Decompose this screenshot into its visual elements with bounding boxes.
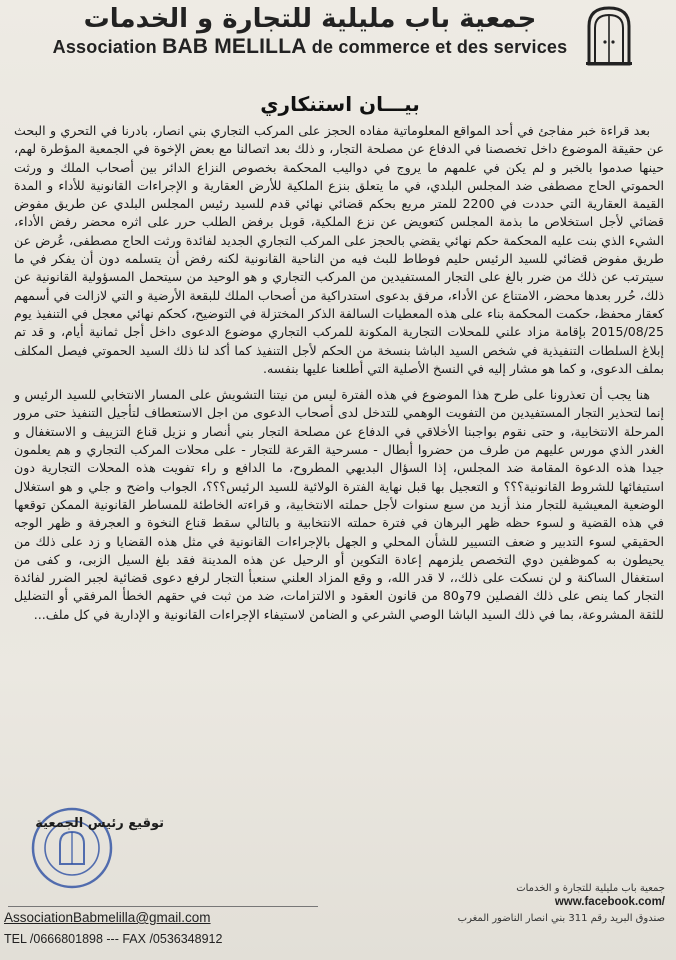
footer-divider (8, 906, 318, 907)
signature-label: توقيع رئيس الجمعية (35, 816, 164, 831)
statement-body (14, 122, 664, 624)
footer-email-link[interactable]: AssociationBabmelilla@gmail.com (4, 910, 211, 925)
document-title: بيـــان استنكاري (260, 92, 420, 116)
footer-phone-fax: TEL /0666801898 --- FAX /0536348912 (4, 932, 223, 946)
org-name-fr-caps: BAB MELILLA (162, 35, 307, 58)
org-name-french (20, 36, 600, 58)
org-name-arabic: جمعية باب مليلية للتجارة و الخدمات (83, 4, 537, 34)
org-name-fr-part-a: Association (52, 37, 163, 57)
paragraph-1: بعد قراءة خبر مفاجئ في أحد المواقع المعلوماتية مفاده الحجز على المركب التجاري بني انصار، بادرنا في التحري و البحث عن حقيقة الموضوع داخل تخصصنا في الدفاع عن مصلحة التجار، و ذلك بعد اتصالنا مع بعض الإخوة في الجمعية المؤطرة لهم، حينها صدموا بالخبر و لم يكن في علمهم ما يروج في دواليب المحكمة بخصوص النزاع الدائر بين أصحاب الملك و ورثت الحموتي الحاج مصطفى ضد المجلس البلدي، في ما يتعلق بنزع الملكية للأرض العقارية و الإجراءات القانونية للأداء و المدة القيمة العقارية التي حددت في 2200 للمتر مربع بحكم قضائي نهائي قدم للسيد رئيس المجلس البلدي عن طريق مفوض قضائي لأجل استخلاص ما بذمة المجلس كتعويض عن نزع الملكية، قوبل برفض الطلب حرر على اثره محضر رفض الأداء، الشيء الذي بنت عليه المحكمة حكم نهائي يقضي بالحجز على المركب التجاري الجديد لفائدة ورثت الحاج مصطفى، عُرض عن طريق مفوض قضائي للسيد الرئيس حليم فوطاط للبث فيه من الناحية القانونية لكنه رفض أن يتسلمه دون أن يفكر في ما سيترتب عن ذلك من ضرر بالغ على التجار المستفيدين من المركب التجاري و هو الوحيد من سيتحمل المسؤولية القانونية عن ذلك، حُرر بعدها محضر، الامتناع عن الأداء، مرفق بدعوى استدراكية من أصحاب الملك للبقعة الأرضية و التي لازالت في أسمهم كعقار محفظ، حكمت المحكمة بناء على هذه المعطيات السالفة الذكر المختزلة في التوضيح، كحكم نهائي معجل في التنفيذ يوم 2015/08/25 بإقامة مزاد علني للمحلات التجارية المكونة للمركب التجاري موضوع الدعوى داخل أجل ثمانية أيام، و قد تم إبلاغ السلطات التنفيذية في شخص السيد الباشا بنسخة من الحكم لأجل التنفيذ كما أكد لنا ذلك السيد الحموتي فيصل المكلف بملف الدعوى، و كما هو مشار إليه في النسخ الأصلية التي أطلعنا عليها بنفسه. (14, 123, 665, 376)
footer-org-name: جمعية باب مليلية للتجارة و الخدمات (516, 883, 665, 894)
org-name-fr-part-b: de commerce et des services (306, 37, 568, 57)
footer-address: صندوق البريد رقم 311 بني انصار الناضور المغرب (457, 913, 665, 924)
paragraph-2: هنا يجب أن تعذرونا على طرح هذا الموضوع في هذه الفترة ليس من نيتنا التشويش على المسار الانتخابي للسيد الرئيس و إنما لتحذير التجار المستفيدين من التفويت الوهمي للتدخل لدى أصحاب الدعوى من اجل الاستعطاف لتأجيل التنفيذ حتى مرور المرحلة الانتخابية، و حتى نقوم بواجبنا الأخلاقي في الدفاع عن مصلحة التجار بني أنصار و نزيل قناع التزييف و الاستغفال و الغدر الذي مورس عليهم من طرف من حضروا أبطال - مسرحية القرعة للتجار - على محلات المركب التجاري و هم يعلمون جيدا هذه الدعوة المقامة ضد المجلس، إذا السؤال البديهي المطروح، ما الدافع و راء تفويت هذه المحلات التجارية دون استيفائها للشروط القانونية؟؟؟ و التعجيل بها قبل نهاية الفترة الولائية للسيد الرئيس؟؟؟، الجواب واضح و جلي و هو استغلال الوضعية المعيشية للتجار منذ أزيد من سبع سنوات لأجل حملته الانتخابية، و قراءته الخاطئة للمساطر القانونية الممكن توقعها في هذه القضية و لسوء حظه ظهر البرهان في فترة حملته الانتخابية و بالتالي سقط قناع النخوة و العجرفة و ظهر الوجه الحقيقي لسوء التدبير و ضعف التسيير للشأن المحلي و الجهل بالإجراءات القانونية في مثل هذه القضايا و زد على ذلك من يحيطون به كموظفين دوي التخصص يلزمهم إعادة التكوين أو الرحيل عن هذه المدينة فقد بلغ السيل الزبى، و كفى من استغفال الساكنة و لن نسكت على ذلك،، لا قدر الله، و وقع المزاد العلني سنعبأ التجار لرفع دعوى قضائية لجبر الضرر لفائدة التجار كما ينص على ذلك الفصلين 79و80 من قانون العقود و الالتزامات، ضد من ثبت في حقهم الخطأ المرفقي أو التضليل للثقة المشروعة، بما في ذلك السيد الباشا الوصي الشرعي و الضامن لاستيفاء الإجراءات القانونية و الإدارية في كل ملف... (14, 387, 664, 622)
footer-facebook-link[interactable]: www.facebook.com/ (554, 896, 665, 908)
